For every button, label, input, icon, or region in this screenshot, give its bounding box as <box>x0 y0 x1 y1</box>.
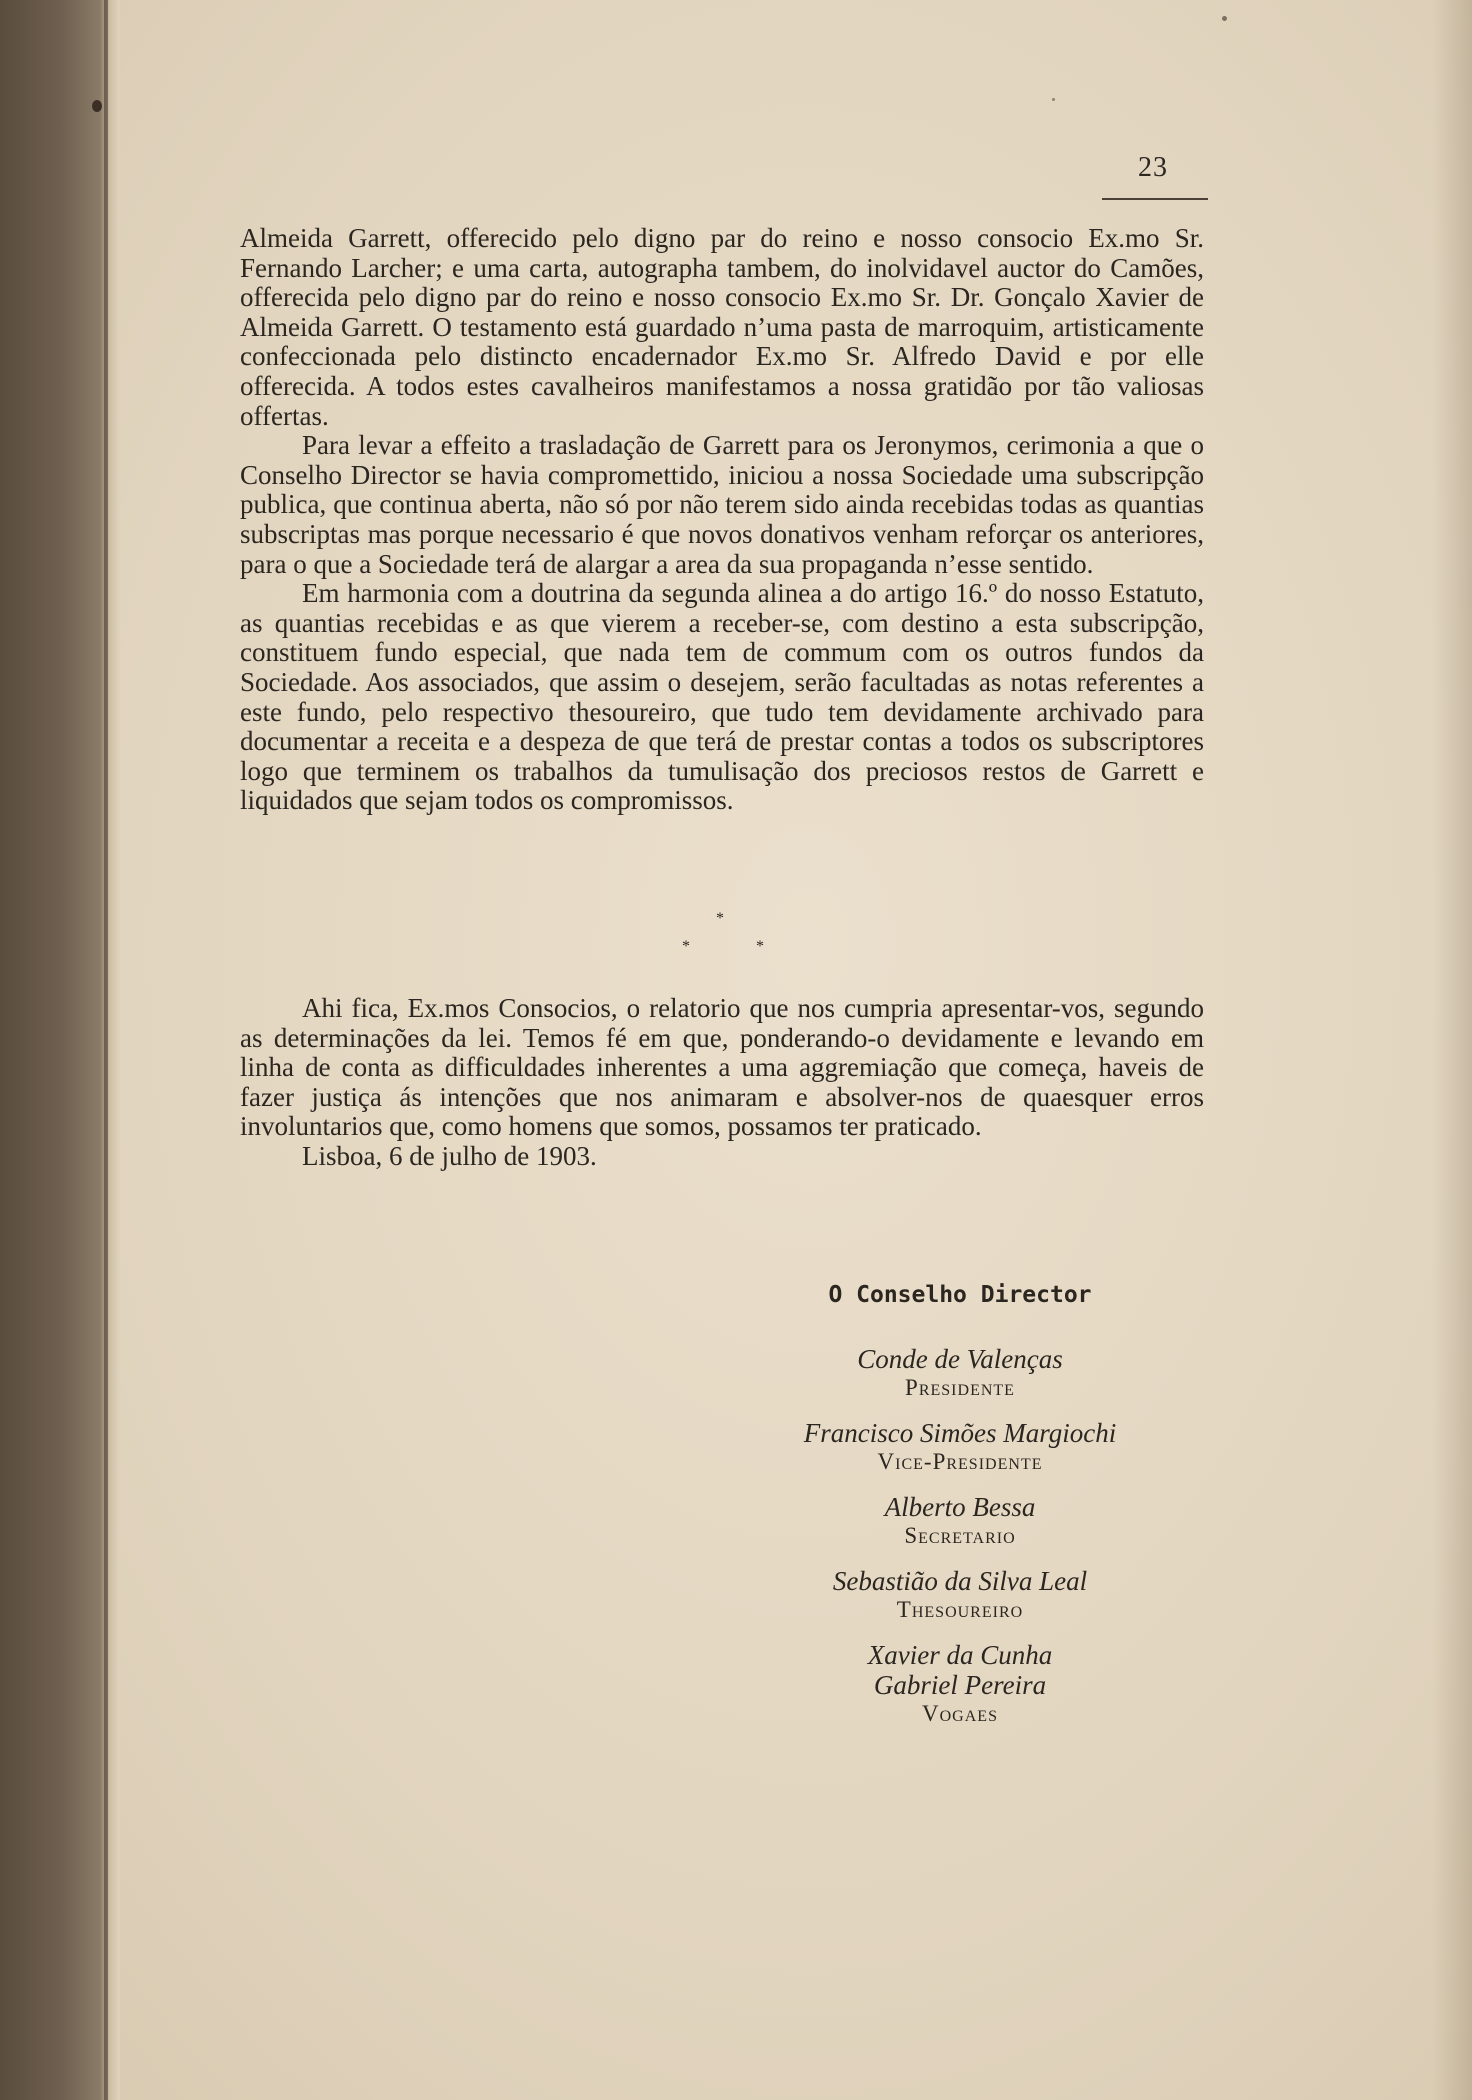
page-edge-shadow <box>1432 0 1472 2100</box>
signatory-name: Francisco Simões Margiochi <box>803 1418 1117 1448</box>
signatory-role: Presidente <box>905 1375 1015 1400</box>
signatory-name: Sebastião da Silva Leal <box>832 1566 1088 1596</box>
body-paragraph: Em harmonia com a doutrina da segunda alinea a do artigo 16.º do nosso Estatuto, as quantias recebidas e as que vierem a receber-se, com destino a esta subscripção, constituem fundo especial, que nada tem de commum com os outros fundos da Sociedade. Aos associados, que assim o desejem, serão facultadas as notas referentes a este fundo, pelo respectivo thesoureiro, que tudo tem devidamente archivado para documentar a receita e a despeza de que terá de prestar contas a todos os subscriptores logo que terminem os trabalhos da tumulisação dos preciosos restos de Garrett e liquidados que sejam todos os compromissos. <box>240 578 1204 816</box>
closing-text <box>240 994 1204 1172</box>
ink-speck <box>1052 98 1055 101</box>
signatory-name: Gabriel Pereira <box>873 1670 1047 1700</box>
body-paragraph: Almeida Garrett, offerecido pelo digno par do reino e nosso consocio Ex.mo Sr. Fernando Larcher; e uma carta, autographa tambem, do inolvidavel auctor do Camões, offerecida pelo digno par do reino e nosso consocio Ex.mo Sr. Dr. Gonçalo Xavier de Almeida Garrett. O testamento está guardado n’uma pasta de marroquim, artisticamente confeccionada pelo distincto encadernador Ex.mo Sr. Alfredo David e por elle offerecida. A todos estes cavalheiros manifestamos a nossa gratidão por tão valiosas offertas. <box>240 223 1204 431</box>
asterism-star: * <box>682 938 690 955</box>
asterism-star: * <box>716 910 724 927</box>
gutter-shadow-line <box>104 0 108 2100</box>
asterism-star: * <box>756 938 764 955</box>
signatory-role: Secretario <box>904 1523 1016 1548</box>
signature-president <box>740 1344 1180 1402</box>
signature-vogaes <box>740 1640 1180 1728</box>
page-number-rule <box>1102 198 1208 200</box>
signature-vice-president <box>740 1418 1180 1476</box>
signatory-name: Alberto Bessa <box>884 1492 1036 1522</box>
closing-paragraph: Ahi fica, Ex.mos Consocios, o relatorio que nos cumpria apresentar-vos, segundo as determinações da lei. Temos fé em que, ponderando-o devidamente e levando em linha de conta as difficuldades inherentes a uma aggremiação que começa, haveis de fazer justiça ás intenções que nos animaram e absolver-nos de quaesquer erros involuntarios que, como homens que somos, possamos ter praticado. <box>240 993 1204 1142</box>
ink-speck <box>92 100 102 112</box>
ink-speck <box>1222 16 1227 21</box>
book-gutter <box>0 0 120 2100</box>
page-number: 23 <box>1138 152 1168 183</box>
signatory-role: Thesoureiro <box>896 1597 1024 1622</box>
signatory-role: Vogaes <box>922 1701 998 1726</box>
signature-treasurer <box>740 1566 1180 1624</box>
signatory-role: Vice-Presidente <box>877 1449 1043 1474</box>
date-line: Lisboa, 6 de julho de 1903. <box>302 1140 597 1171</box>
signature-block <box>740 1282 1180 1744</box>
body-paragraph: Para levar a effeito a trasladação de Garrett para os Jeronymos, cerimonia a que o Conselho Director se havia compromettido, iniciou a nossa Sociedade uma subscripção publica, que continua aberta, não só por não terem sido ainda recebidas todas as quantias subscriptas mas porque necessario é que novos donativos venham reforçar os anteriores, para o que a Sociedade terá de alargar a area da sua propaganda n’esse sentido. <box>240 430 1204 579</box>
signatory-name: Xavier da Cunha <box>867 1640 1053 1670</box>
signatory-name: Conde de Valenças <box>857 1344 1063 1374</box>
asterism-separator <box>660 910 780 970</box>
body-text <box>240 224 1204 816</box>
council-heading: O Conselho Director <box>828 1282 1092 1308</box>
signature-secretary <box>740 1492 1180 1550</box>
